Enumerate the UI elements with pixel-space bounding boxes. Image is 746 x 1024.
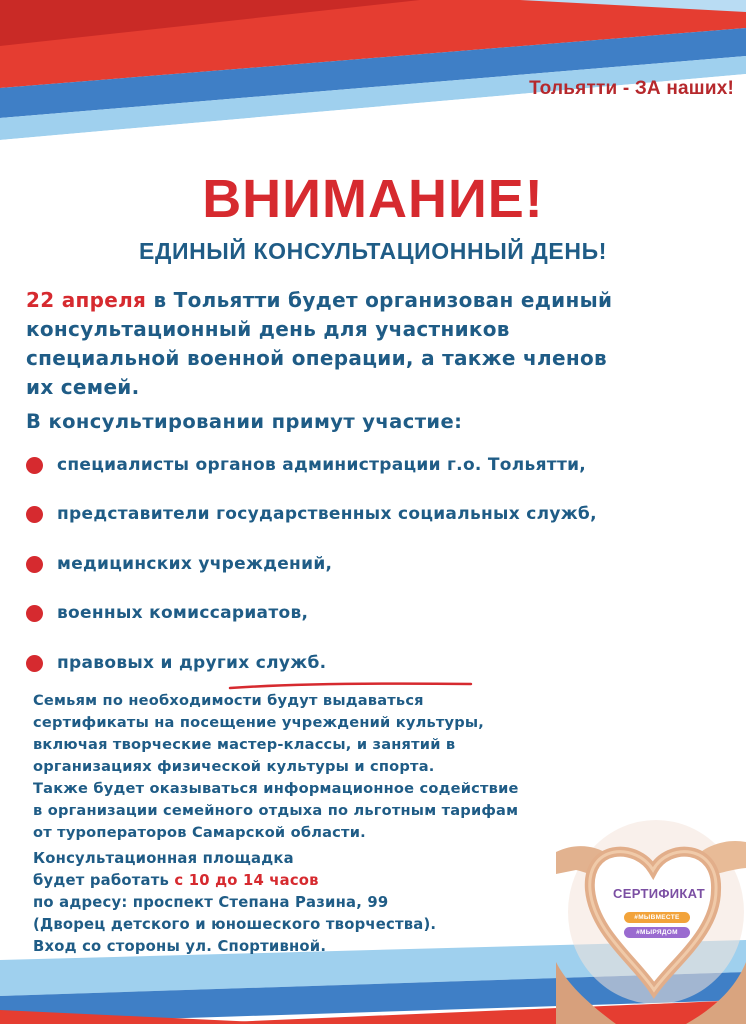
venue-line2-text: будет работать (33, 872, 175, 889)
info-line: Также будет оказываться информационное содействие (33, 780, 519, 797)
list-item (26, 501, 726, 527)
venue-line (33, 870, 593, 892)
venue-line: Консультационная площадка (33, 850, 294, 867)
bullet-dot-icon (26, 457, 43, 474)
info-paragraph (33, 690, 633, 844)
info-line: сертификаты на посещение учреждений культуры, (33, 714, 485, 731)
certificate-tag-together: #МЫВМЕСТЕ (624, 912, 690, 923)
list-item (26, 551, 726, 577)
event-date: 22 апреля (26, 288, 147, 312)
working-hours: с 10 до 14 часов (174, 872, 319, 889)
venue-paragraph (33, 848, 593, 958)
list-item-text: специалисты органов администрации г.о. Тольятти, (57, 455, 587, 475)
intro-line1-text: в Тольятти будет организован единый (146, 288, 613, 312)
list-item-text: медицинских учреждений, (57, 554, 333, 574)
bullet-dot-icon (26, 655, 43, 672)
list-item-text: представители государственных социальных служб, (57, 504, 597, 524)
list-item-text: правовых и других служб. (57, 653, 327, 673)
list-item (26, 600, 726, 626)
page-subtitle: ЕДИНЫЙ КОНСУЛЬТАЦИОННЫЙ ДЕНЬ! (139, 238, 607, 264)
info-line: Семьям по необходимости будут выдаваться (33, 692, 424, 709)
list-item (26, 452, 726, 478)
intro-line: их семей. (26, 375, 140, 399)
venue-line: (Дворец детского и юношеского творчества). (33, 916, 437, 933)
venue-address: по адресу: проспект Степана Разина, 99 (33, 894, 389, 911)
slogan: Тольятти - ЗА наших! (529, 78, 734, 99)
bullet-dot-icon (26, 605, 43, 622)
certificate-tag-nearby: #МЫРЯДОМ (624, 927, 690, 938)
intro-paragraph (26, 286, 726, 402)
bullet-dot-icon (26, 556, 43, 573)
info-line: от туроператоров Самарской области. (33, 824, 366, 841)
intro-line: специальной военной операции, а также членов (26, 346, 607, 370)
info-line: в организации семейного отдыха по льготным тарифам (33, 802, 519, 819)
intro-line (26, 286, 726, 315)
certificate-title: СЕРТИФИКАТ (613, 886, 705, 901)
info-line: включая творческие мастер-классы, и занятий в (33, 736, 456, 753)
participants-heading: В консультировании примут участие: (26, 410, 463, 433)
page-title: ВНИМАНИЕ! (202, 169, 544, 229)
venue-entrance: Вход со стороны ул. Спортивной. (33, 938, 327, 955)
list-item-text: военных комиссариатов, (57, 603, 309, 623)
list-item (26, 650, 726, 676)
bullet-dot-icon (26, 506, 43, 523)
info-line: организациях физической культуры и спорта. (33, 758, 435, 775)
intro-line: консультационный день для участников (26, 317, 510, 341)
red-underline-decoration (228, 682, 473, 690)
